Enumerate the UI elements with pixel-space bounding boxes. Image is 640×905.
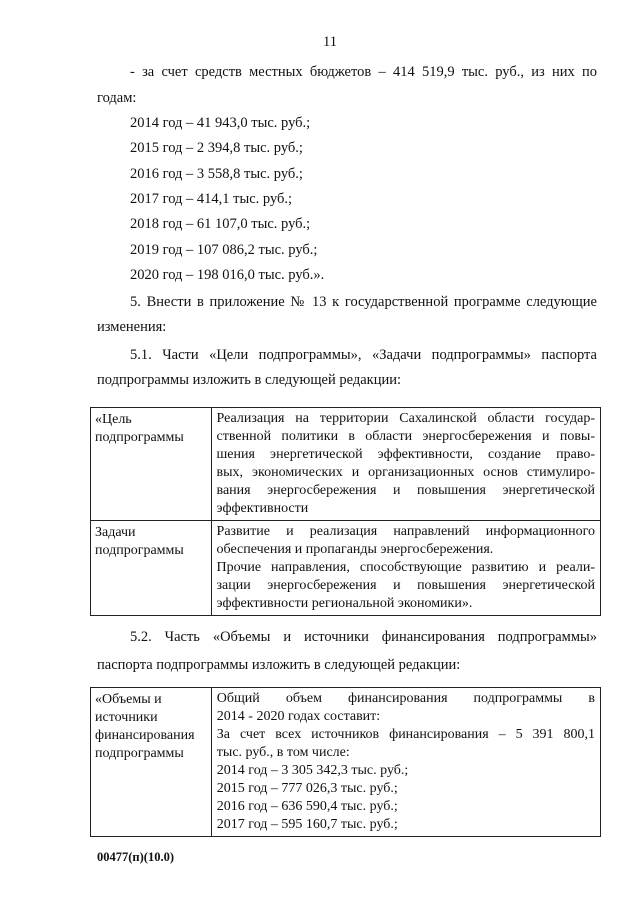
- goals-tasks-table: [90, 407, 601, 616]
- goal-text-line: Реализация на территории Сахалинской области государ-: [216, 411, 595, 426]
- tasks-text-cell: [211, 521, 600, 616]
- document-code-footer: 00477(п)(10.0): [97, 850, 174, 864]
- tasks-text-line: Развитие и реализация направлений информационного: [216, 524, 595, 539]
- goal-label-line: подпрограммы: [95, 430, 184, 445]
- financing-text-line: 2017 год – 595 160,7 тыс. руб.;: [216, 817, 398, 832]
- local-budget-year-2020: 2020 год – 198 016,0 тыс. руб.».: [130, 267, 325, 283]
- page-number: 11: [323, 34, 337, 50]
- financing-text-line: 2014 - 2020 годах составит:: [216, 709, 381, 724]
- financing-table: [90, 687, 601, 837]
- goal-text-line: ственной политики в области энергосбережения и повы-: [216, 429, 595, 444]
- financing-text-line: тыс. руб., в том числе:: [216, 745, 350, 760]
- financing-text-line: 2014 год – 3 305 342,3 тыс. руб.;: [216, 763, 409, 778]
- local-budget-year-2019: 2019 год – 107 086,2 тыс. руб.;: [130, 242, 318, 258]
- tasks-label-line: Задачи: [95, 525, 136, 540]
- local-budget-intro-line1: - за счет средств местных бюджетов – 414 519,9 тыс. руб., из них по: [130, 64, 597, 80]
- goal-text-cell: [211, 408, 600, 521]
- goal-text-line: эффективности: [216, 501, 309, 516]
- item52-line2: паспорта подпрограммы изложить в следующей редакции:: [97, 657, 461, 673]
- tasks-text-line: зации энергосбережения и повышения энергетической: [216, 578, 595, 593]
- financing-label-line: «Объемы и: [95, 692, 162, 707]
- tasks-text-line: обеспечения и пропаганды энергосбережения.: [216, 542, 494, 557]
- financing-text-line: За счет всех источников финансирования – 5 391 800,1: [216, 727, 595, 742]
- financing-text-line: Общий объем финансирования подпрограммы в: [216, 691, 595, 706]
- local-budget-year-2014: 2014 год – 41 943,0 тыс. руб.;: [130, 115, 311, 131]
- goal-label-cell: [91, 408, 212, 521]
- financing-label-cell: [91, 688, 212, 837]
- local-budget-year-2016: 2016 год – 3 558,8 тыс. руб.;: [130, 166, 303, 182]
- financing-text-line: 2016 год – 636 590,4 тыс. руб.;: [216, 799, 398, 814]
- tasks-text-line: Прочие направления, способствующие развитию и реали-: [216, 560, 595, 575]
- item51-line2: подпрограммы изложить в следующей редакции:: [97, 372, 402, 388]
- local-budget-intro-line2: годам:: [97, 90, 137, 106]
- tasks-label-cell: [91, 521, 212, 616]
- local-budget-year-2015: 2015 год – 2 394,8 тыс. руб.;: [130, 140, 303, 156]
- financing-text-cell: [211, 688, 600, 837]
- financing-text-line: 2015 год – 777 026,3 тыс. руб.;: [216, 781, 398, 796]
- item52-line1: 5.2. Часть «Объемы и источники финансирования подпрограммы»: [130, 629, 597, 645]
- goal-text-line: шения энергетической эффективности, создание право-: [216, 447, 595, 462]
- item5-line1: 5. Внести в приложение № 13 к государственной программе следующие: [130, 294, 597, 310]
- local-budget-year-2017: 2017 год – 414,1 тыс. руб.;: [130, 191, 293, 207]
- tasks-label-line: подпрограммы: [95, 543, 184, 558]
- table-row: [91, 688, 601, 837]
- item5-line2: изменения:: [97, 319, 167, 335]
- item51-line1: 5.1. Части «Цели подпрограммы», «Задачи подпрограммы» паспорта: [130, 347, 597, 363]
- financing-label-line: подпрограммы: [95, 746, 184, 761]
- local-budget-year-2018: 2018 год – 61 107,0 тыс. руб.;: [130, 216, 311, 232]
- goal-text-line: вых, экономических и организационных основ стимулиро-: [216, 465, 595, 480]
- table-row: [91, 408, 601, 521]
- tasks-text-line: эффективности региональной экономики».: [216, 596, 473, 611]
- table-row: [91, 521, 601, 616]
- financing-label-line: финансирования: [95, 728, 195, 743]
- goal-text-line: вания энергосбережения и повышения энергетической: [216, 483, 595, 498]
- financing-label-line: источники: [95, 710, 158, 725]
- goal-label-line: «Цель: [95, 412, 132, 427]
